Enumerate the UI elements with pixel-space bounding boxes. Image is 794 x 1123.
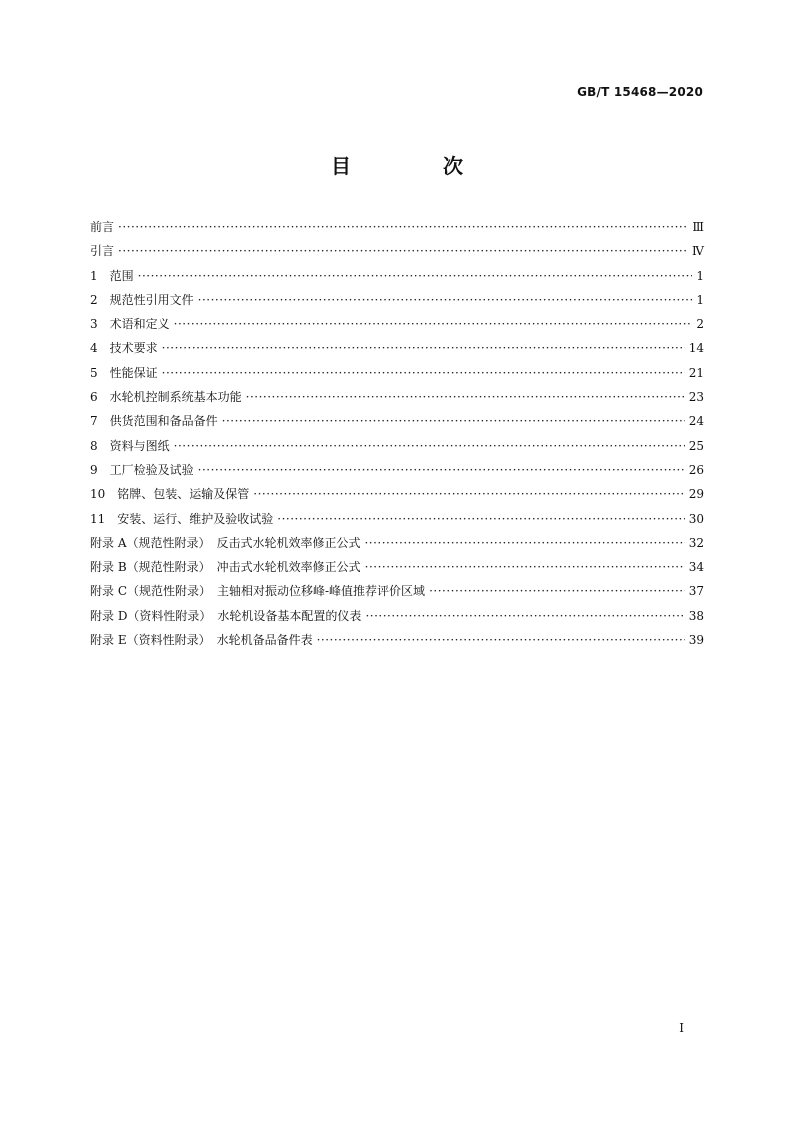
toc-entry-appendix-e[interactable] [90, 628, 704, 652]
dot-leader [364, 531, 684, 555]
toc-entry-installation-acceptance[interactable] [90, 507, 704, 531]
page-number: Ⅰ [679, 1021, 684, 1035]
toc-entry-foreword[interactable] [90, 215, 704, 239]
toc-entry-control-system-functions[interactable] [90, 385, 704, 409]
toc-entry-label: 5 性能保证 [90, 361, 162, 385]
toc-entry-label: 附录 A（规范性附录） 反击式水轮机效率修正公式 [90, 531, 364, 555]
dot-leader [429, 579, 685, 603]
toc-entry-page: 1 [692, 264, 704, 288]
toc-entry-page: 26 [685, 458, 704, 482]
toc-entry-page: Ⅲ [688, 215, 704, 239]
toc-entry-label: 3 术语和定义 [90, 312, 174, 336]
toc-entry-page: 30 [685, 507, 704, 531]
toc-entry-appendix-c[interactable] [90, 579, 704, 603]
toc-entry-appendix-d[interactable] [90, 604, 704, 628]
toc-entry-page: Ⅳ [688, 239, 704, 263]
dot-leader [365, 555, 685, 579]
toc-entry-page: 1 [692, 288, 704, 312]
dot-leader [198, 288, 693, 312]
toc-entry-label: 附录 D（资料性附录） 水轮机设备基本配置的仪表 [90, 604, 365, 628]
toc-entry-label: 2 规范性引用文件 [90, 288, 198, 312]
toc-entry-label: 附录 E（资料性附录） 水轮机备品备件表 [90, 628, 317, 652]
toc-entry-label: 7 供货范围和备品备件 [90, 409, 222, 433]
dot-leader [174, 312, 693, 336]
toc-entry-page: 32 [685, 531, 704, 555]
dot-leader [162, 361, 685, 385]
dot-leader [138, 264, 693, 288]
toc-entry-scope[interactable] [90, 264, 704, 288]
toc-entry-label: 引言 [90, 239, 118, 263]
toc-entry-label: 附录 C（规范性附录） 主轴相对振动位移峰-峰值推荐评价区域 [90, 579, 429, 603]
toc-entry-label: 4 技术要求 [90, 336, 162, 360]
toc-entry-label: 附录 B（规范性附录） 冲击式水轮机效率修正公式 [90, 555, 365, 579]
toc-entry-technical-requirements[interactable] [90, 336, 704, 360]
toc-entry-supply-scope-spares[interactable] [90, 409, 704, 433]
standard-code: GB/T 15468—2020 [577, 85, 703, 99]
table-of-contents [90, 215, 704, 652]
toc-entry-page: 21 [685, 361, 704, 385]
dot-leader [253, 482, 684, 506]
toc-entry-label: 10 铭牌、包装、运输及保管 [90, 482, 253, 506]
dot-leader [118, 239, 688, 263]
toc-entry-label: 8 资料与图纸 [90, 434, 174, 458]
dot-leader [118, 215, 688, 239]
toc-entry-page: 14 [685, 336, 704, 360]
toc-entry-appendix-b[interactable] [90, 555, 704, 579]
toc-entry-page: 2 [692, 312, 704, 336]
dot-leader [198, 458, 685, 482]
toc-entry-normative-references[interactable] [90, 288, 704, 312]
toc-entry-page: 34 [685, 555, 704, 579]
toc-entry-label: 11 安装、运行、维护及验收试验 [90, 507, 277, 531]
dot-leader [174, 434, 685, 458]
page-title: 目 次 [331, 154, 499, 178]
dot-leader [162, 336, 685, 360]
dot-leader [246, 385, 685, 409]
toc-entry-page: 25 [685, 434, 704, 458]
toc-entry-factory-inspection[interactable] [90, 458, 704, 482]
toc-entry-page: 24 [685, 409, 704, 433]
toc-entry-nameplate-packing[interactable] [90, 482, 704, 506]
toc-entry-page: 38 [685, 604, 704, 628]
toc-entry-performance-guarantee[interactable] [90, 361, 704, 385]
toc-entry-label: 前言 [90, 215, 118, 239]
toc-entry-page: 29 [685, 482, 704, 506]
toc-entry-label: 1 范围 [90, 264, 138, 288]
toc-entry-label: 6 水轮机控制系统基本功能 [90, 385, 246, 409]
toc-entry-documents-drawings[interactable] [90, 434, 704, 458]
toc-entry-appendix-a[interactable] [90, 531, 704, 555]
toc-entry-page: 37 [685, 579, 704, 603]
toc-entry-label: 9 工厂检验及试验 [90, 458, 198, 482]
toc-entry-page: 23 [685, 385, 704, 409]
dot-leader [317, 628, 685, 652]
toc-entry-terms-definitions[interactable] [90, 312, 704, 336]
dot-leader [222, 409, 685, 433]
dot-leader [277, 507, 684, 531]
dot-leader [365, 604, 684, 628]
toc-entry-introduction[interactable] [90, 239, 704, 263]
toc-entry-page: 39 [685, 628, 704, 652]
